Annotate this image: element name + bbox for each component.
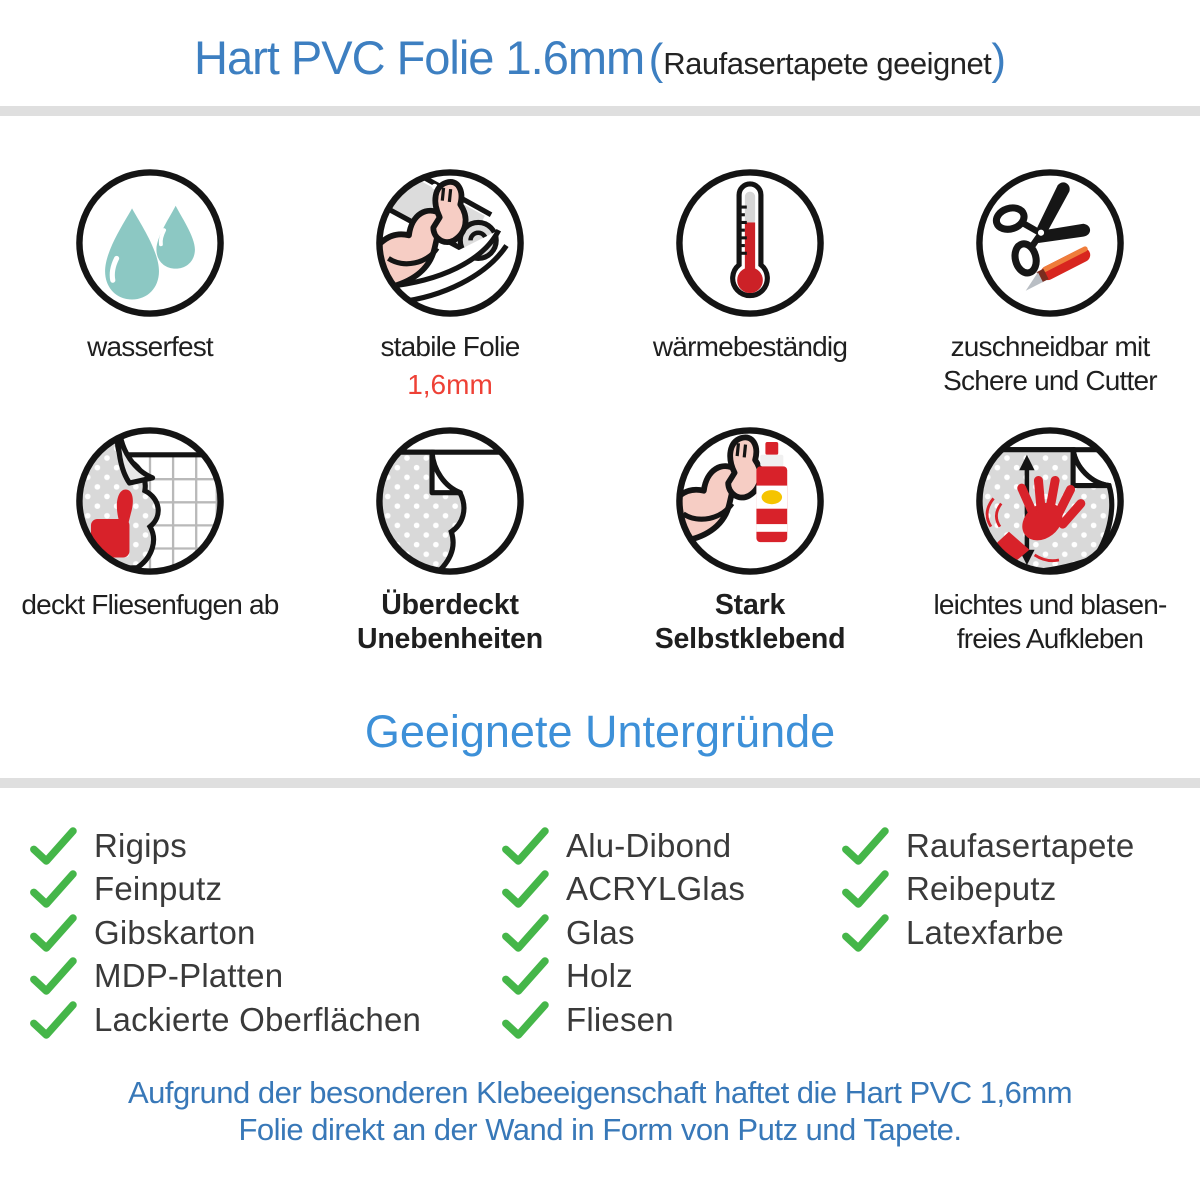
list-item: Lackierte Oberflächen	[28, 998, 500, 1042]
check-icon	[500, 913, 550, 953]
list-item: Latexfarbe	[840, 911, 1200, 955]
title-paren-open: (	[648, 35, 664, 84]
substrates-column-2	[500, 824, 840, 1042]
thickness-value: 1,6mm	[407, 369, 493, 400]
substrates-column-1	[28, 824, 500, 1042]
list-item: MDP-Platten	[28, 955, 500, 999]
feature-label: wasserfest	[87, 331, 213, 362]
substrates-heading: Geeignete Untergründe	[364, 706, 836, 757]
feature-unebenheiten	[300, 424, 600, 656]
list-item: Holz	[500, 955, 840, 999]
check-icon	[28, 913, 78, 953]
check-icon	[500, 1000, 550, 1040]
check-icon	[28, 869, 78, 909]
feature-label: Stark Selbstklebend	[654, 589, 846, 655]
check-icon	[500, 869, 550, 909]
check-icon	[840, 826, 890, 866]
feature-label: zuschneidbar mit Schere und Cutter	[943, 331, 1157, 396]
feature-label: leichtes und blasen- freies Aufkleben	[933, 589, 1167, 654]
check-icon	[840, 913, 890, 953]
list-item: Alu-Dibond	[500, 824, 840, 868]
substrates-list	[0, 824, 1200, 1042]
feature-waermebestaendig	[600, 166, 900, 402]
list-item: Gibskarton	[28, 911, 500, 955]
check-icon	[28, 826, 78, 866]
feature-wasserfest	[0, 166, 300, 402]
check-icon	[28, 1000, 78, 1040]
foil-corner-peel-icon	[373, 424, 527, 578]
water-drops-icon	[73, 166, 227, 320]
feature-zuschneidbar	[900, 166, 1200, 402]
list-item: Reibeputz	[840, 868, 1200, 912]
feature-label: Überdeckt Unebenheiten	[356, 589, 544, 655]
check-icon	[840, 869, 890, 909]
divider-bar-middle	[0, 778, 1200, 788]
feature-stabile-folie	[300, 166, 600, 402]
title-paren-close: )	[991, 35, 1006, 84]
list-item: Fliesen	[500, 998, 840, 1042]
check-icon	[500, 826, 550, 866]
list-item: Glas	[500, 911, 840, 955]
list-item: ACRYLGlas	[500, 868, 840, 912]
divider-bar-top	[0, 106, 1200, 116]
feature-aufkleben	[900, 424, 1200, 656]
hand-smoothing-foil-icon	[973, 424, 1127, 578]
feature-selbstklebend	[600, 424, 900, 656]
title-main: Hart PVC Folie 1.6mm	[194, 31, 645, 84]
scissors-cutter-icon	[973, 166, 1127, 320]
feature-label: stabile Folie 1,6mm	[380, 331, 520, 400]
feature-label: deckt Fliesenfugen ab	[21, 589, 279, 620]
check-icon	[28, 956, 78, 996]
list-item: Raufasertapete	[840, 824, 1200, 868]
feature-fliesenfugen	[0, 424, 300, 656]
list-item: Rigips	[28, 824, 500, 868]
features-grid	[0, 166, 1200, 656]
page-title	[0, 0, 1200, 85]
substrates-column-3	[840, 824, 1200, 1042]
flexed-arm-foil-icon	[373, 166, 527, 320]
list-item: Feinputz	[28, 868, 500, 912]
thumbs-up-tiles-icon	[73, 424, 227, 578]
feature-label: wärmebeständig	[652, 331, 848, 362]
footer-note: Aufgrund der besonderen Klebeeigenschaft haftet die Hart PVC 1,6mm Folie direkt an der Wand in Form von Putz und Tapete.	[127, 1074, 1073, 1147]
title-subtitle: Raufasertapete geeignet	[663, 46, 992, 81]
check-icon	[500, 956, 550, 996]
flexed-arm-glue-icon	[673, 424, 827, 578]
thermometer-icon	[673, 166, 827, 320]
